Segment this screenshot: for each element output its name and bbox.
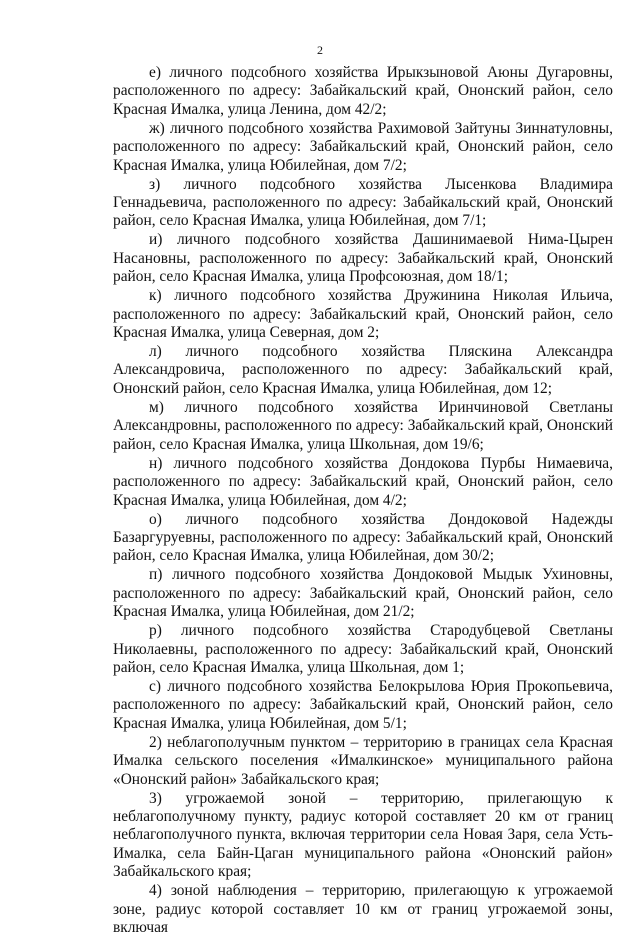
- list-item: р) личного подсобного хозяйства Стародубцевой Светланы Николаевны, расположенного по адресу: Забайкальский край, Ононский район, село Красная Ималка, улица Школьная, дом 1;: [113, 622, 613, 676]
- list-item: ж) личного подсобного хозяйства Рахимовой Зайтуны Зиннатуловны, расположенного по адресу: Забайкальский край, Ононский район, село Красная Ималка, улица Юбилейная, дом 7/2;: [113, 119, 613, 174]
- list-item: н) личного подсобного хозяйства Дондокова Пурбы Нимаевича, расположенного по адресу: Забайкальский край, Ононский район, село Красная Ималка, улица Юбилейная, дом 4/2;: [113, 454, 613, 509]
- list-item: е) личного подсобного хозяйства Ирыкзыновой Аюны Дугаровны, расположенного по адресу: Забайкальский край, Ононский район, село Красная Ималка, улица Ленина, дом 42/2;: [113, 64, 613, 118]
- list-item: и) личного подсобного хозяйства Дашинимаевой Нима-Цырен Насановны, расположенного по адресу: Забайкальский край, Ононский район, село Красная Ималка, улица Профсоюзная, дом 18/1;: [113, 231, 613, 286]
- list-item: м) личного подсобного хозяйства Иринчиновой Светланы Александровны, расположенного по адресу: Забайкальский край, Ононский район, село Красная Ималка, улица Школьная, дом 19/6;: [113, 398, 613, 453]
- clause-paragraph: 4) зоной наблюдения – территорию, прилегающую к угрожаемой зоне, радиус которой составляет 10 км от границ угрожаемой зоны, включая: [113, 882, 613, 936]
- list-item: л) личного подсобного хозяйства Пляскина Александра Александровича, расположенного по адресу: Забайкальский край, Ононский район, село Красная Ималка, улица Юбилейная, дом 12;: [113, 343, 613, 397]
- page-number: 2: [317, 43, 323, 57]
- clause-paragraph: 2) неблагополучным пунктом – территорию в границах села Красная Ималка сельского поселения «Ималкинское» муниципального района «Ононский район» Забайкальского края;: [113, 733, 613, 788]
- clause-paragraph: 3) угрожаемой зоной – территорию, прилегающую к неблагополучному пункту, радиус которой составляет 20 км от границ неблагополучного пункта, включая территории села Новая Заря, села Усть-Ималка, села Байн-Цаган муниципального района «Ононский район» Забайкальского края;: [113, 789, 613, 881]
- document-body: [113, 64, 613, 938]
- list-item: к) личного подсобного хозяйства Дружинина Николая Ильича, расположенного по адресу: Забайкальский край, Ононский район, село Красная Ималка, улица Северная, дом 2;: [113, 287, 613, 342]
- list-item: п) личного подсобного хозяйства Дондоковой Мыдык Ухиновны, расположенного по адресу: Забайкальский край, Ононский район, село Красная Ималка, улица Юбилейная, дом 21/2;: [113, 566, 613, 621]
- list-item: з) личного подсобного хозяйства Лысенкова Владимира Геннадьевича, расположенного по адресу: Забайкальский край, Ононский район, село Красная Ималка, улица Юбилейная, дом 7/1;: [113, 175, 613, 230]
- list-item: о) личного подсобного хозяйства Дондоковой Надежды Базаргуруевны, расположенного по адресу: Забайкальский край, Ононский район, село Красная Ималка, улица Юбилейная, дом 30/2;: [113, 510, 613, 565]
- list-item: с) личного подсобного хозяйства Белокрылова Юрия Прокопьевича, расположенного по адресу: Забайкальский край, Ононский район, село Красная Ималка, улица Юбилейная, дом 5/1;: [113, 677, 613, 732]
